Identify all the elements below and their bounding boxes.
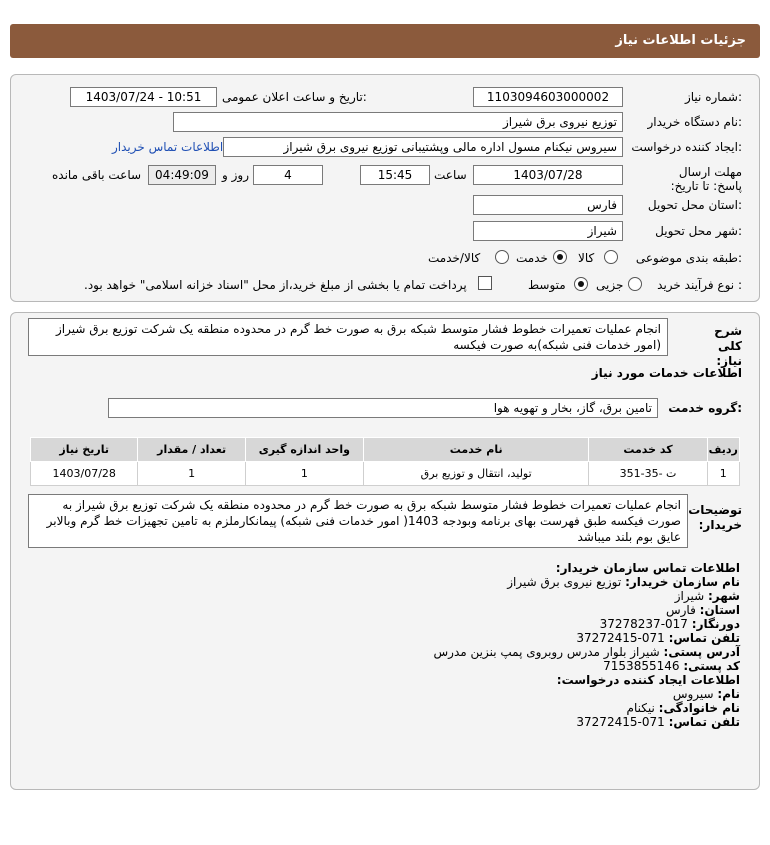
service-group-field[interactable]: تامین برق، گاز، بخار و تهویه هوا — [108, 398, 658, 418]
summary-text: انجام عملیات تعمیرات خطوط فشار متوسط شبکه برق به صورت خط گرم در محدوده منطقه یک شرکت توزیع برق شیراز (امور خدمات فنی شبکه)به صورت فیکسه — [28, 318, 668, 356]
contact-postal-value: 7153855146 — [603, 659, 680, 673]
services-table — [30, 437, 740, 486]
category-option-service: خدمت — [516, 251, 548, 265]
deadline-time-field[interactable]: 15:45 — [360, 165, 430, 185]
column-service-name: نام خدمت — [363, 438, 589, 462]
creator-name — [673, 688, 740, 701]
column-row-number: ردیف — [707, 438, 739, 462]
creator-name-label: نام: — [717, 687, 740, 701]
buyer-notes-label: توضیحات خریدار: — [688, 503, 742, 532]
creator-family — [627, 702, 740, 715]
cell-need-date: 1403/07/28 — [31, 462, 138, 486]
treasury-checkbox[interactable] — [478, 276, 492, 290]
creator-phone-label: تلفن تماس: — [668, 715, 740, 729]
category-radio-goods-service[interactable] — [495, 250, 509, 264]
page-title: جزئیات اطلاعات نیاز — [615, 33, 746, 48]
contact-heading — [556, 562, 740, 575]
contact-org — [507, 576, 740, 589]
treasury-note: پرداخت تمام یا بخشی از مبلغ خرید،از محل "اسناد خزانه اسلامی" خواهد بود. — [84, 278, 467, 292]
contact-phone-value: 071-37272415 — [576, 631, 665, 645]
contact-city — [675, 590, 740, 603]
cell-quantity: 1 — [138, 462, 245, 486]
days-label: روز و — [222, 168, 249, 182]
remaining-time-field: 04:49:09 — [148, 165, 216, 185]
contact-postal-label: کد پستی: — [683, 659, 740, 673]
cell-service-code: ت -35-351 — [589, 462, 707, 486]
column-quantity: تعداد / مقدار — [138, 438, 245, 462]
buyer-notes-text: انجام عملیات تعمیرات خطوط فشار متوسط شبکه برق به صورت خط گرم در محدوده منطقه یک شرکت توزیع برق شیراز به صورت فیکسه طبق فهرست بهای برنامه وبودجه 1403( امور خدمات فنی شبکه) پیمانکارملزم به تامین تجهیزات خط گرم وبالابر عایق بوم بلند میباشد — [28, 494, 688, 548]
buyer-field[interactable]: توزیع نیروی برق شیراز — [173, 112, 623, 132]
services-table-header — [31, 438, 740, 462]
creator-label: ایجاد کننده درخواست: — [631, 140, 742, 154]
contact-fax — [600, 618, 740, 631]
creator-heading-text: اطلاعات ایجاد کننده درخواست: — [556, 673, 740, 687]
creator-phone — [576, 716, 740, 729]
deadline-time-label: ساعت — [434, 168, 467, 182]
creator-family-label: نام خانوادگی: — [658, 701, 740, 715]
deadline-date-field[interactable]: 1403/07/28 — [473, 165, 623, 185]
process-label: نوع فرآیند خرید : — [657, 278, 742, 292]
city-field[interactable]: شیراز — [473, 221, 623, 241]
contact-fax-label: دورنگار: — [691, 617, 740, 631]
summary-label: شرح کلی نیاز: — [714, 324, 742, 368]
column-service-code: کد خدمت — [589, 438, 707, 462]
process-option-minor: جزیی — [596, 278, 624, 292]
announce-date-field[interactable]: 1403/07/24 - 10:51 — [70, 87, 217, 107]
contact-province-value: فارس — [665, 603, 696, 617]
process-radio-minor[interactable] — [628, 277, 642, 291]
cell-service-name: تولید، انتقال و توزیع برق — [363, 462, 589, 486]
contact-phone — [576, 632, 740, 645]
buyer-label: نام دستگاه خریدار: — [647, 115, 742, 129]
cell-unit: 1 — [245, 462, 363, 486]
category-option-goods: کالا — [578, 251, 595, 265]
contact-org-value: توزیع نیروی برق شیراز — [507, 575, 622, 589]
contact-province — [666, 604, 740, 617]
contact-address-label: آدرس پستی: — [663, 645, 740, 659]
contact-postal — [603, 660, 740, 673]
category-option-goods-service: کالا/خدمت — [428, 251, 481, 265]
remaining-time-label: ساعت باقی مانده — [52, 168, 142, 182]
process-option-medium: متوسط — [528, 278, 566, 292]
cell-row-number: 1 — [707, 462, 739, 486]
creator-name-value: سیروس — [672, 687, 714, 701]
service-group-label: گروه خدمت: — [668, 401, 742, 415]
contact-address — [434, 646, 740, 659]
contact-phone-label: تلفن تماس: — [668, 631, 740, 645]
announce-date-label: تاریخ و ساعت اعلان عمومی: — [222, 90, 367, 104]
need-number-field[interactable]: 1103094603000002 — [473, 87, 623, 107]
creator-heading — [557, 674, 740, 687]
contact-heading-text: اطلاعات تماس سازمان خریدار: — [555, 561, 740, 575]
category-radio-goods[interactable] — [604, 250, 618, 264]
province-label: استان محل تحویل: — [647, 198, 742, 212]
contact-city-label: شهر: — [708, 589, 740, 603]
province-field[interactable]: فارس — [473, 195, 623, 215]
page-header — [10, 24, 760, 58]
contact-province-label: استان: — [699, 603, 740, 617]
contact-address-value: شیراز بلوار مدرس روبروی پمپ بنزین مدرس — [433, 645, 660, 659]
category-radio-service[interactable] — [553, 250, 567, 264]
creator-field[interactable]: سیروس نیکنام مسول اداره مالی وپشتیبانی توزیع نیروی برق شیراز — [223, 137, 623, 157]
process-radio-medium[interactable] — [574, 277, 588, 291]
deadline-label: مهلت ارسال پاسخ: تا تاریخ: — [670, 165, 742, 193]
creator-phone-value: 071-37272415 — [576, 715, 665, 729]
column-need-date: تاریخ نیاز — [31, 438, 138, 462]
days-field[interactable]: 4 — [253, 165, 323, 185]
need-details-panel — [10, 74, 760, 302]
category-label: طبقه بندی موضوعی: — [635, 251, 742, 265]
city-label: شهر محل تحویل: — [655, 224, 742, 238]
need-number-label: شماره نیاز: — [684, 90, 742, 104]
table-row[interactable] — [31, 462, 740, 486]
services-heading: اطلاعات خدمات مورد نیاز — [591, 366, 742, 380]
contact-fax-value: 017-37278237 — [599, 617, 688, 631]
contact-org-label: نام سازمان خریدار: — [625, 575, 740, 589]
contact-city-value: شیراز — [674, 589, 705, 603]
buyer-contact-link[interactable]: اطلاعات تماس خریدار — [112, 140, 224, 154]
column-unit: واحد اندازه گیری — [245, 438, 363, 462]
creator-family-value: نیکنام — [626, 701, 655, 715]
